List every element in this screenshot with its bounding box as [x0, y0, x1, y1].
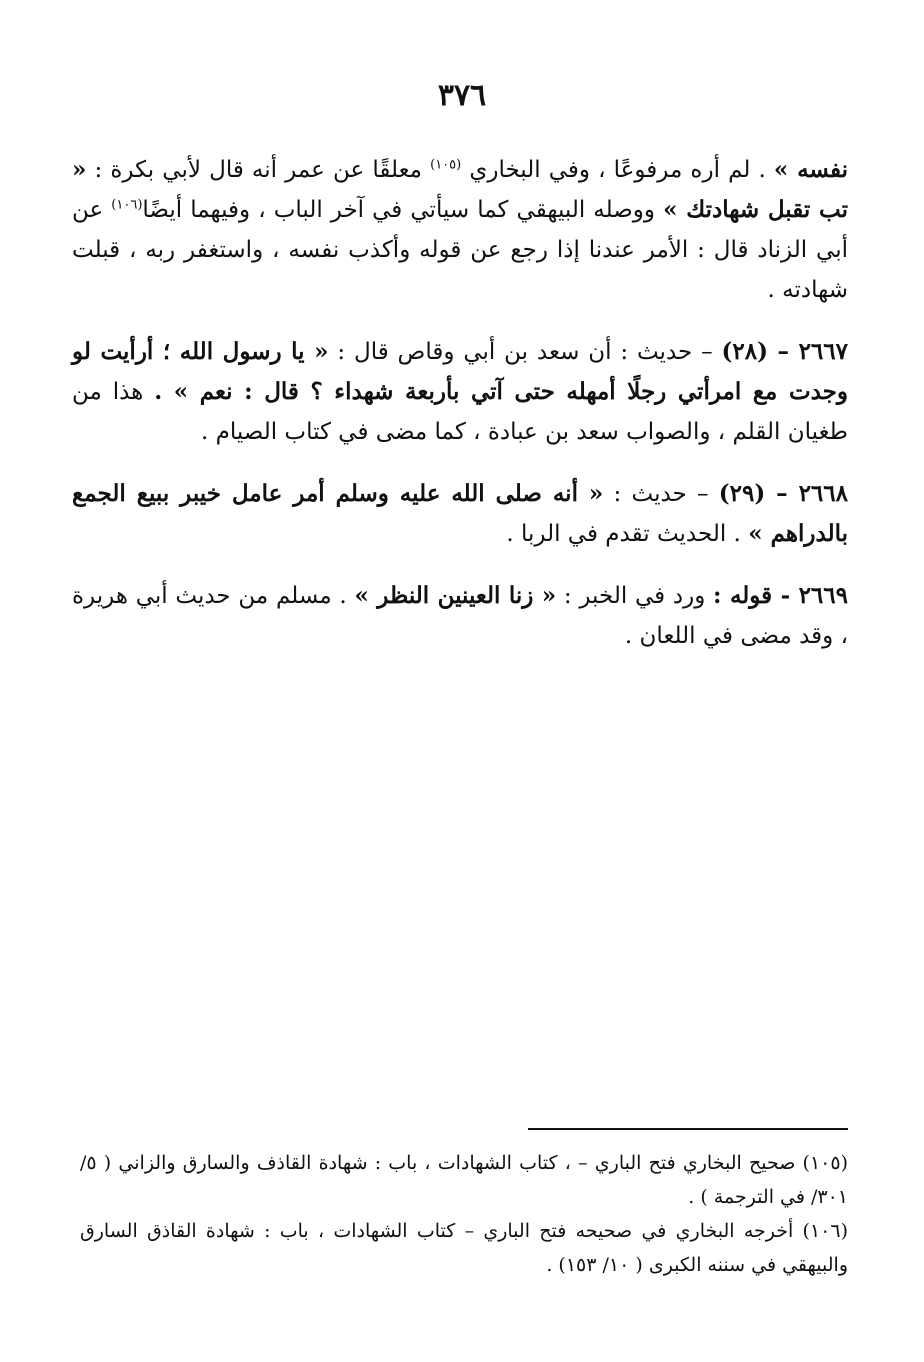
p4-hadith-text: « زنا العينين النظر »	[354, 582, 557, 609]
p3-text-1: – حديث :	[603, 481, 719, 507]
p1-text-4: عن أبي الزناد قال : الأمر عندنا إذا رجع عن قوله وأكذب نفسه ، واستغفر ربه ، قبلت شهادته .	[72, 197, 848, 303]
p4-text-1: ورد في الخبر :	[556, 583, 714, 609]
p1-text-3: ووصله البيهقي كما سيأتي في آخر الباب ، وفيهما أيضًا	[142, 197, 664, 223]
p2-text-2: هذا من طغيان القلم ، والصواب سعد بن عبادة ، كما مضى في كتاب الصيام .	[72, 379, 848, 445]
p3-text-2: . الحديث تقدم في الربا .	[506, 521, 749, 547]
p4-text-2: . مسلم من حديث أبي هريرة ، وقد مضى في اللعان .	[72, 583, 848, 649]
paragraph-2668	[72, 474, 848, 554]
footnote-divider	[528, 1128, 848, 1130]
p2-hadith-text: « يا رسول الله ؛ أرأيت لو وجدت مع امرأتي رجلًا أمهله حتى آتي بأربعة شهداء ؟ قال : نعم » .	[72, 338, 849, 405]
p4-number: ٢٦٦٩ - قوله :	[713, 582, 848, 609]
footnote-106: (١٠٦) أخرجه البخاري في صحيحه فتح الباري – كتاب الشهادات ، باب : شهادة القاذق السارق والبيهقي في سننه الكبرى ( ١٠/ ١٥٣) .	[80, 1220, 848, 1276]
p2-text-1: – حديث : أن سعد بن أبي وقاص قال :	[328, 339, 722, 365]
paragraph-2669	[72, 576, 848, 656]
footnote-105: (١٠٥) صحيح البخاري فتح الباري – ، كتاب الشهادات ، باب : شهادة القاذف والسارق والزاني ( ٥/ ٣٠١/ في الترجمة ) .	[80, 1152, 848, 1208]
p2-number: ٢٦٦٧ – (٢٨)	[721, 338, 848, 365]
p3-hadith-text: « أنه صلى الله عليه وسلم أمر عامل خيبر ببيع الجمع بالدراهم »	[72, 480, 848, 547]
footnote-ref-106: (١٠٦)	[111, 197, 143, 213]
paragraph-2667	[72, 332, 848, 452]
p1-text-2: معلقًا عن عمر أنه قال لأبي بكرة :	[86, 157, 431, 183]
footnote-ref-105: (١٠٥)	[430, 157, 462, 173]
page-number: ٣٧٦	[437, 78, 487, 113]
paragraph-1	[72, 150, 848, 310]
p1-bold-1: نفسه »	[773, 156, 848, 183]
p1-bold-2: « تب تقبل شهادتك »	[72, 156, 849, 223]
main-text	[72, 150, 848, 678]
footnotes	[80, 1146, 848, 1282]
p3-number: ٢٦٦٨ – (٢٩)	[718, 480, 848, 507]
p1-text-1: . لم أره مرفوعًا ، وفي البخاري	[461, 157, 774, 183]
